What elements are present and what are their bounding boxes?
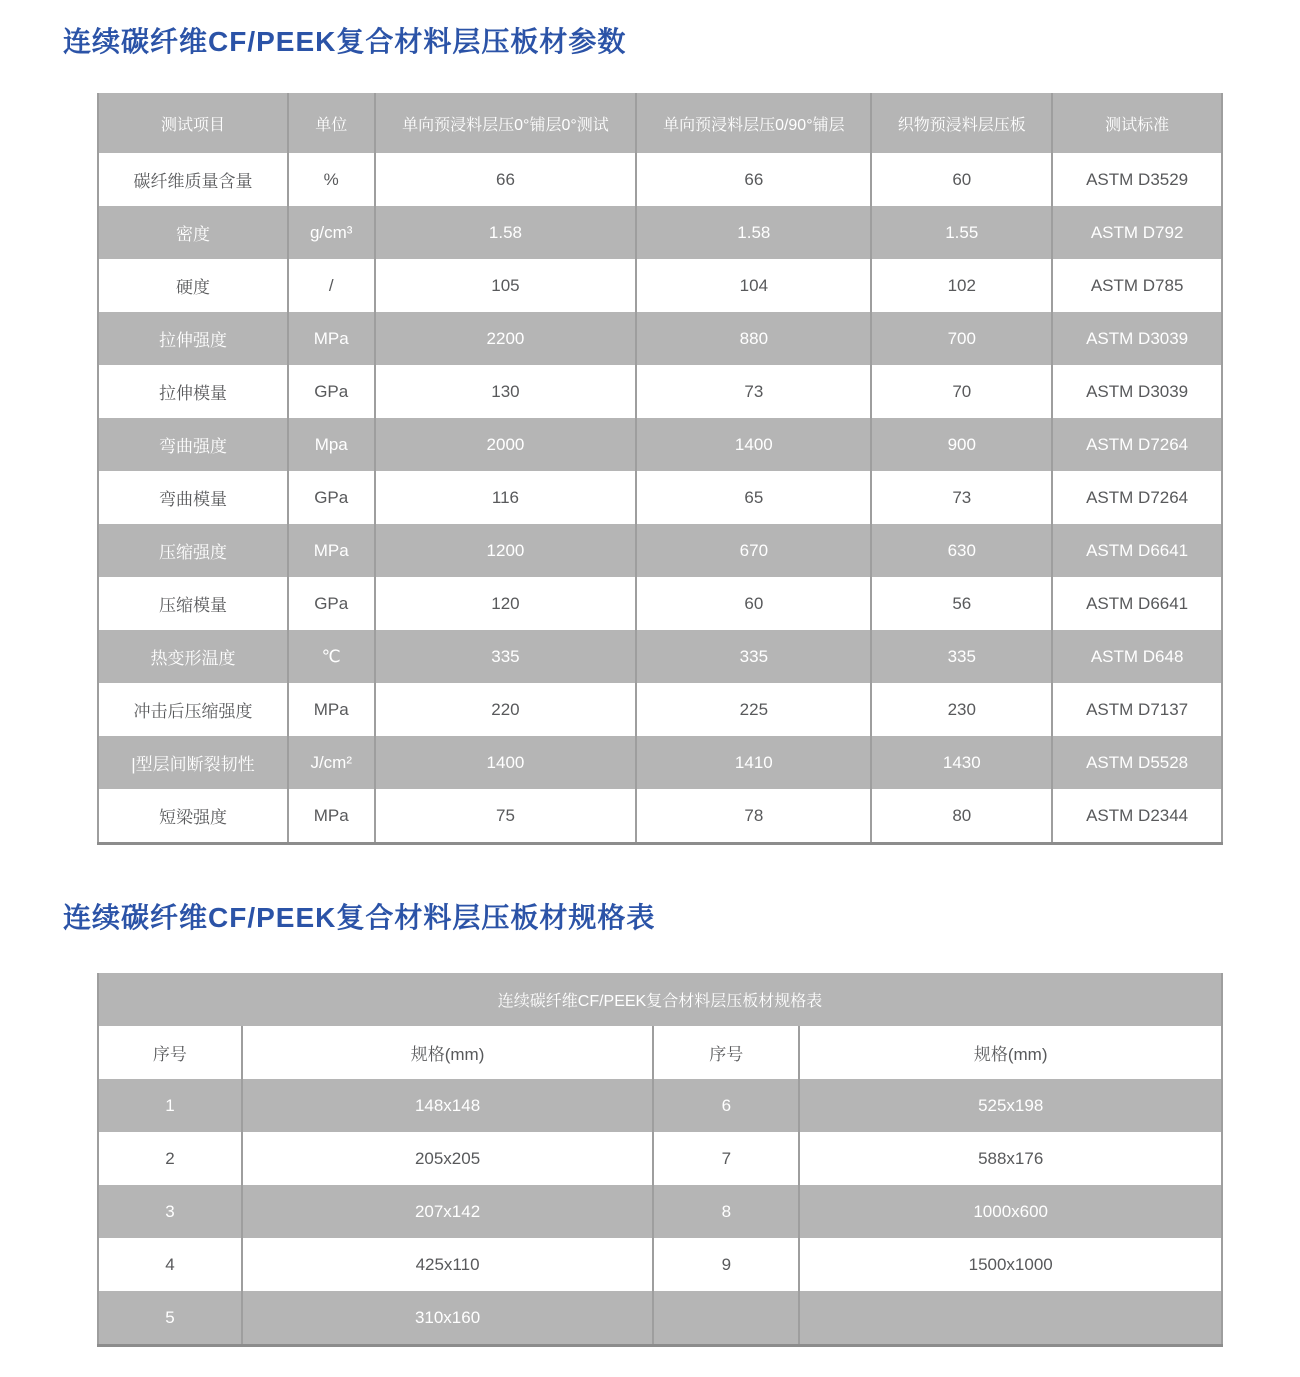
table-cell: ASTM D2344: [1052, 789, 1222, 844]
table-cell: 102: [871, 259, 1052, 312]
table-cell: 588x176: [799, 1132, 1222, 1185]
table-cell: ℃: [288, 630, 375, 683]
column-header-fabric: 织物预浸料层压板: [871, 93, 1052, 153]
table-cell: 335: [871, 630, 1052, 683]
table-cell: GPa: [288, 365, 375, 418]
section-title-parameters: 连续碳纤维CF/PEEK复合材料层压板材参数: [63, 26, 627, 57]
table-cell: 9: [653, 1238, 799, 1291]
table-cell: [799, 1291, 1222, 1346]
table-cell: ASTM D792: [1052, 206, 1222, 259]
table-cell: 5: [98, 1291, 242, 1346]
table-cell: GPa: [288, 577, 375, 630]
table-cell: 1.55: [871, 206, 1052, 259]
table-cell: 425x110: [242, 1238, 653, 1291]
table-row: [98, 365, 1222, 418]
table-row: [98, 736, 1222, 789]
table-cell: 66: [375, 153, 637, 206]
table-cell: ASTM D7264: [1052, 471, 1222, 524]
table-cell: 120: [375, 577, 637, 630]
specifications-caption: 连续碳纤维CF/PEEK复合材料层压板材规格表: [98, 973, 1222, 1026]
table-cell: 拉伸强度: [98, 312, 288, 365]
table-cell: 弯曲强度: [98, 418, 288, 471]
table-cell: 1400: [636, 418, 871, 471]
column-header-ud-0: 单向预浸料层压0°铺层0°测试: [375, 93, 637, 153]
table-row: [98, 789, 1222, 844]
table-cell: 105: [375, 259, 637, 312]
table-cell: 78: [636, 789, 871, 844]
table-cell: 1410: [636, 736, 871, 789]
table-row: [98, 153, 1222, 206]
specifications-caption-row: [98, 973, 1222, 1026]
column-header-ud-0-90: 单向预浸料层压0/90°铺层: [636, 93, 871, 153]
table-row: [98, 1185, 1222, 1238]
table-cell: 2200: [375, 312, 637, 365]
table-cell: 冲击后压缩强度: [98, 683, 288, 736]
table-row: [98, 630, 1222, 683]
table-cell: 56: [871, 577, 1052, 630]
table-cell: 密度: [98, 206, 288, 259]
table-row: [98, 1132, 1222, 1185]
column-header-size-left: 规格(mm): [242, 1026, 653, 1079]
table-cell: 207x142: [242, 1185, 653, 1238]
table-row: [98, 683, 1222, 736]
table-cell: 310x160: [242, 1291, 653, 1346]
table-cell: GPa: [288, 471, 375, 524]
table-row: [98, 206, 1222, 259]
table-cell: 1500x1000: [799, 1238, 1222, 1291]
table-cell: 525x198: [799, 1079, 1222, 1132]
column-header-size-right: 规格(mm): [799, 1026, 1222, 1079]
table-cell: 7: [653, 1132, 799, 1185]
table-cell: 1: [98, 1079, 242, 1132]
table-cell: %: [288, 153, 375, 206]
table-cell: 335: [636, 630, 871, 683]
table-cell: ASTM D7264: [1052, 418, 1222, 471]
table-cell: ASTM D3039: [1052, 365, 1222, 418]
table-row: [98, 1238, 1222, 1291]
table-row: [98, 524, 1222, 577]
table-cell: ASTM D3529: [1052, 153, 1222, 206]
table-cell: 6: [653, 1079, 799, 1132]
table-cell: 335: [375, 630, 637, 683]
table-cell: 75: [375, 789, 637, 844]
table-row: [98, 1291, 1222, 1346]
table-cell: 70: [871, 365, 1052, 418]
table-cell: 80: [871, 789, 1052, 844]
column-header-test-item: 测试项目: [98, 93, 288, 153]
table-cell: MPa: [288, 524, 375, 577]
table-cell: 670: [636, 524, 871, 577]
table-cell: MPa: [288, 312, 375, 365]
table-cell: ASTM D7137: [1052, 683, 1222, 736]
table-cell: 230: [871, 683, 1052, 736]
table-row: [98, 471, 1222, 524]
table-cell: 220: [375, 683, 637, 736]
table-cell: 2000: [375, 418, 637, 471]
table-cell: 碳纤维质量含量: [98, 153, 288, 206]
table-cell: 65: [636, 471, 871, 524]
specifications-table: [97, 973, 1223, 1347]
table-cell: 3: [98, 1185, 242, 1238]
table-cell: 8: [653, 1185, 799, 1238]
table-cell: J/cm²: [288, 736, 375, 789]
table-cell: 1430: [871, 736, 1052, 789]
table-cell: Mpa: [288, 418, 375, 471]
table-row: [98, 418, 1222, 471]
table-row: [98, 1079, 1222, 1132]
table-cell: 880: [636, 312, 871, 365]
table-cell: 225: [636, 683, 871, 736]
table-cell: MPa: [288, 789, 375, 844]
table-cell: /: [288, 259, 375, 312]
table-cell: 4: [98, 1238, 242, 1291]
table-cell: 205x205: [242, 1132, 653, 1185]
table-cell: |型层间断裂韧性: [98, 736, 288, 789]
column-header-index-right: 序号: [653, 1026, 799, 1079]
table-cell: MPa: [288, 683, 375, 736]
section-title-specifications: 连续碳纤维CF/PEEK复合材料层压板材规格表: [63, 902, 656, 933]
table-cell: 630: [871, 524, 1052, 577]
table-cell: ASTM D6641: [1052, 577, 1222, 630]
table-cell: 1200: [375, 524, 637, 577]
table-cell: 73: [636, 365, 871, 418]
table-row: [98, 577, 1222, 630]
table-cell: 弯曲模量: [98, 471, 288, 524]
table-cell: ASTM D5528: [1052, 736, 1222, 789]
table-cell: 热变形温度: [98, 630, 288, 683]
table-cell: 104: [636, 259, 871, 312]
table-cell: ASTM D648: [1052, 630, 1222, 683]
table-cell: 900: [871, 418, 1052, 471]
table-cell: ASTM D3039: [1052, 312, 1222, 365]
table-cell: 60: [636, 577, 871, 630]
table-cell: g/cm³: [288, 206, 375, 259]
parameters-table: [97, 93, 1223, 845]
table-cell: 1.58: [636, 206, 871, 259]
table-cell: 1000x600: [799, 1185, 1222, 1238]
table-cell: 130: [375, 365, 637, 418]
table-cell: 硬度: [98, 259, 288, 312]
column-header-index-left: 序号: [98, 1026, 242, 1079]
table-cell: 66: [636, 153, 871, 206]
table-row: [98, 312, 1222, 365]
table-cell: 700: [871, 312, 1052, 365]
specifications-header-row: [98, 1026, 1222, 1079]
table-cell: ASTM D6641: [1052, 524, 1222, 577]
table-cell: 压缩模量: [98, 577, 288, 630]
table-cell: 1.58: [375, 206, 637, 259]
table-cell: 148x148: [242, 1079, 653, 1132]
table-cell: 60: [871, 153, 1052, 206]
column-header-standard: 测试标准: [1052, 93, 1222, 153]
table-cell: 73: [871, 471, 1052, 524]
table-cell: 拉伸模量: [98, 365, 288, 418]
table-cell: 压缩强度: [98, 524, 288, 577]
table-cell: 116: [375, 471, 637, 524]
table-cell: [653, 1291, 799, 1346]
table-row: [98, 259, 1222, 312]
parameters-header-row: [98, 93, 1222, 153]
table-cell: 短梁强度: [98, 789, 288, 844]
table-cell: ASTM D785: [1052, 259, 1222, 312]
table-cell: 1400: [375, 736, 637, 789]
table-cell: 2: [98, 1132, 242, 1185]
column-header-unit: 单位: [288, 93, 375, 153]
